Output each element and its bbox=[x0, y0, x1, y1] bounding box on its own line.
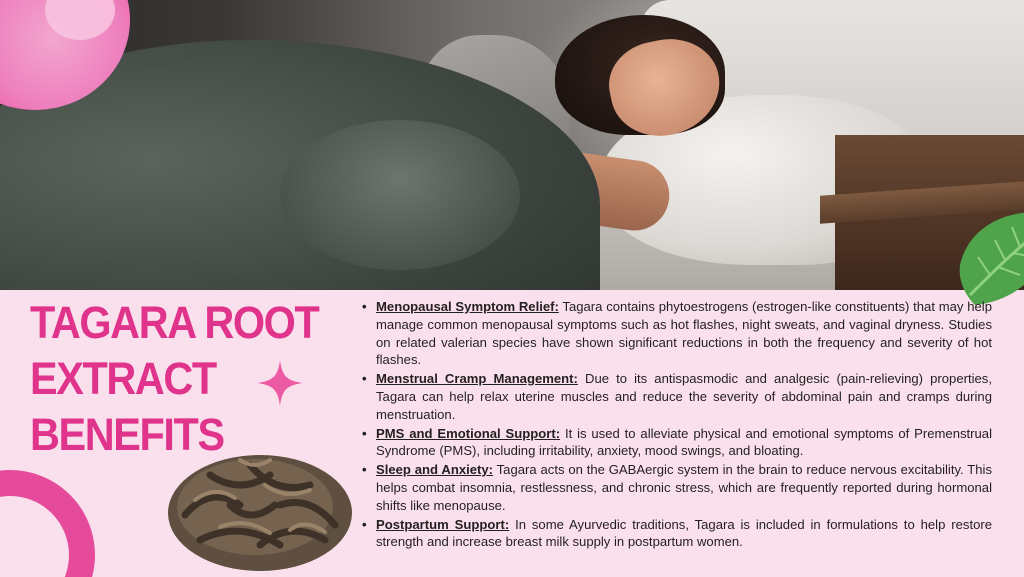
benefit-title: Postpartum Support: bbox=[376, 516, 510, 532]
list-item bbox=[360, 370, 992, 423]
title-line-1: TAGARA ROOT bbox=[30, 297, 319, 348]
benefit-title: Menopausal Symptom Relief: bbox=[376, 299, 559, 314]
sparkle-icon bbox=[255, 358, 305, 408]
benefit-text: Tagara contains phytoestrogens (estrogen-like constituents) that may help manage common menopausal symptoms such as hot flashes, night sweats, and vaginal dryness. Studies on related valerian species have shown significant reductions in both the frequency and severity of hot flashes. bbox=[376, 299, 992, 368]
title-line-2: EXTRACT bbox=[30, 353, 216, 404]
title-line-3: BENEFITS bbox=[30, 409, 224, 460]
blanket-fold bbox=[280, 120, 520, 270]
list-item bbox=[360, 298, 992, 369]
benefits-list bbox=[360, 298, 992, 552]
benefit-title: Sleep and Anxiety: bbox=[376, 462, 494, 478]
benefit-text: Due to its antispasmodic and analgesic (pain-relieving) properties, Tagara can help relax uterine muscles and reduce the severity of abdominal pain and cramps during menstruation. bbox=[376, 371, 992, 422]
benefit-title: Menstrual Cramp Management: bbox=[376, 371, 578, 387]
benefit-text: It is used to alleviate physical and emotional symptoms of Premenstrual Syndrome (PMS), including irritability, anxiety, mood swings, and bloating. bbox=[376, 425, 992, 459]
tagara-root-pile-image bbox=[160, 435, 360, 575]
benefit-text: In some Ayurvedic traditions, Tagara is included in formulations to help restore strength and increase breast milk supply in postpartum women. bbox=[376, 516, 993, 550]
list-item bbox=[360, 425, 992, 461]
list-item bbox=[360, 516, 992, 552]
list-item bbox=[360, 461, 992, 514]
benefit-title: PMS and Emotional Support: bbox=[376, 425, 561, 441]
benefit-text: Tagara acts on the GABAergic system in the brain to reduce nervous excitability. This helps combat insomnia, restlessness, and chronic stress, which are frequently reported during hormonal shifts like menopause. bbox=[376, 462, 992, 513]
pink-ring-shape bbox=[0, 470, 95, 577]
